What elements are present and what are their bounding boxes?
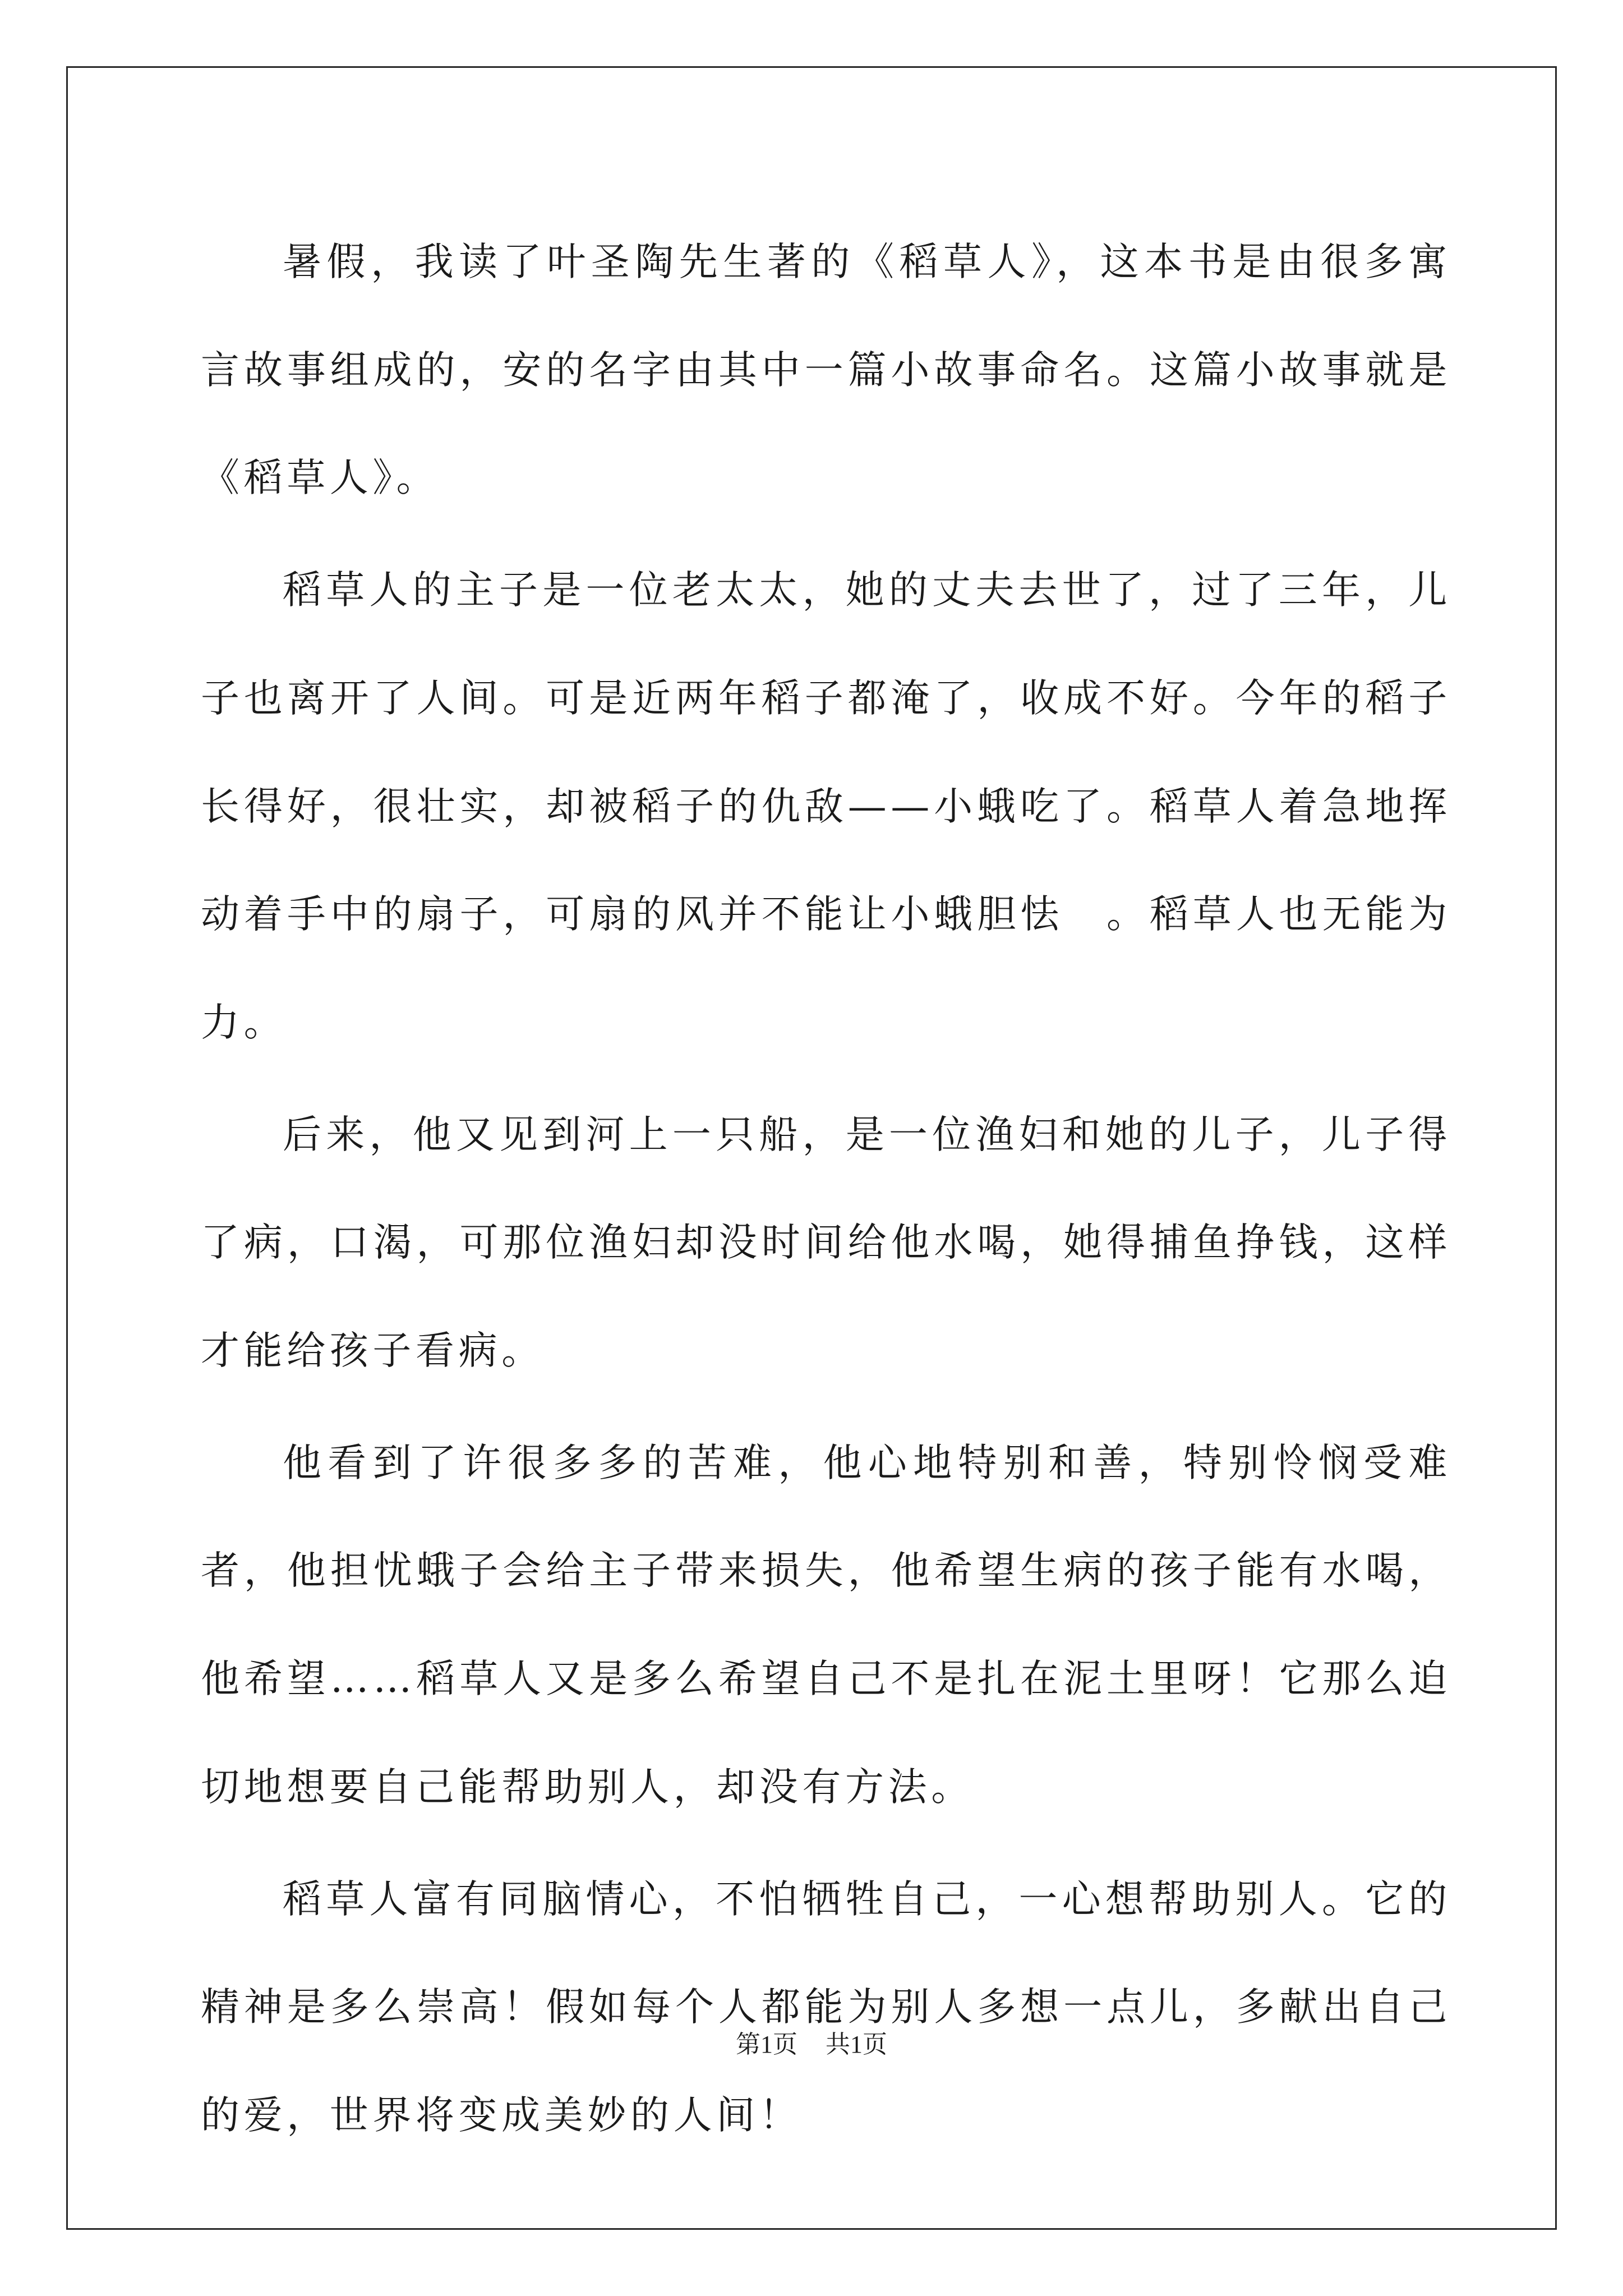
- paragraph: 稻草人富有同脑情心，不怕牺牲自己，一心想帮助别人。它的精神是多么崇高！假如每个人都能为别人多想一点儿，多献出自己的爱，世界将变成美妙的人间！: [201, 1876, 1451, 2138]
- page-number-current: 第1页: [736, 2031, 797, 2058]
- page-number-total: 共1页: [826, 2031, 887, 2058]
- paragraph: 后来，他又见到河上一只船，是一位渔妇和她的儿子，儿子得了病，口渴，可那位渔妇却没时间给他水喝，她得捕鱼挣钱，这样才能给孩子看病。: [201, 1112, 1451, 1374]
- page-footer: [0, 2028, 1623, 2062]
- paragraph: 他看到了许很多多的苦难，他心地特别和善，特别怜悯受难者，他担忧蛾子会给主子带来损失，他希望生病的孩子能有水喝，他希望……稻草人又是多么希望自己不是扎在泥土里呀！它那么迫切地想要自己能帮助别人，却没有方法。: [201, 1440, 1451, 1810]
- document-body: [201, 208, 1451, 2174]
- paragraph: 稻草人的主子是一位老太太，她的丈夫去世了，过了三年，儿子也离开了人间。可是近两年稻子都淹了，收成不好。今年的稻子长得好，很壮实，却被稻子的仇敌——小蛾吃了。稻草人着急地挥动着手中的扇子，可扇的风并不能让小蛾胆怯 。稻草人也无能为力。: [201, 568, 1451, 1045]
- paragraph: 暑假，我读了叶圣陶先生著的《稻草人》，这本书是由很多寓言故事组成的，安的名字由其中一篇小故事命名。这篇小故事就是《稻草人》。: [201, 240, 1451, 501]
